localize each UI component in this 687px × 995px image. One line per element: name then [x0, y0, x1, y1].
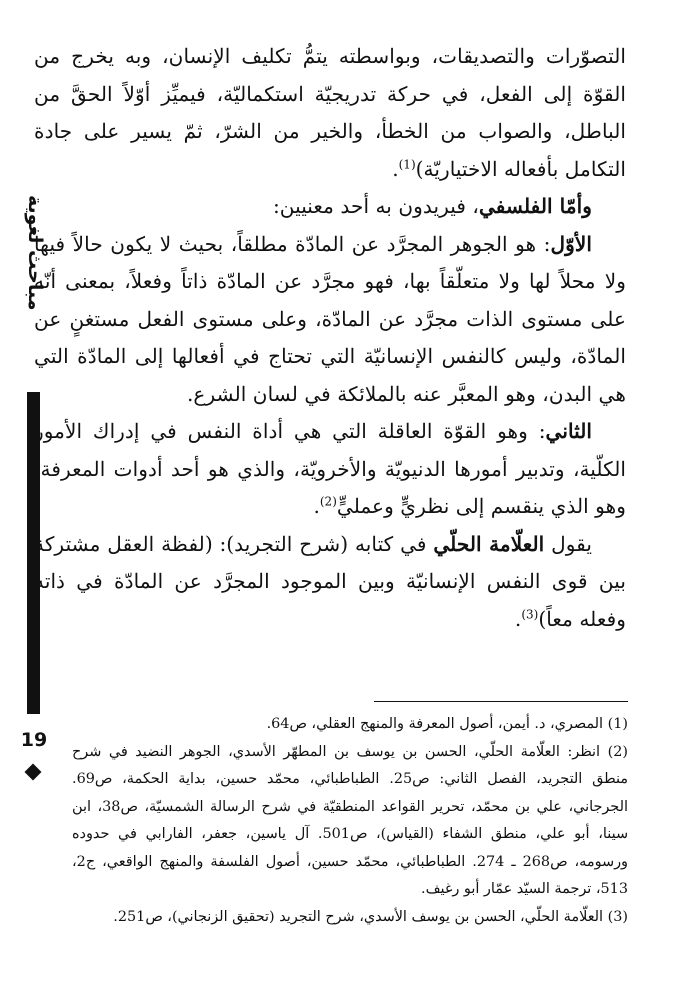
- footnote-ref-2[interactable]: (2): [319, 494, 337, 509]
- footnote-3: (3) العلّامة الحلّي، الحسن بن يوسف الأسدي، شرح التجريد (تحقيق الزنجاني)، ص251.: [113, 908, 628, 925]
- footnote-2: (2) انظر: العلّامة الحلّي، الحسن بن يوسف بن المطهّر الأسدي، الجوهر النضيد في شرح منطق التجريد، الفصل الثاني: ص25. الطباطبائي، محمّد حسين، بداية الحكمة، ص69. الجرجاني، علي بن محمّد، تحرير القواعد المنطقيّة في شرح الرسالة الشمسيّة، ص38، ابن سينا، أبو علي، منطق الشفاء (القياس)، ص501. آل ياسين، جعفر، الفارابي في حدوده ورسومه، ص268 ـ 274. الطباطبائي، محمّد حسين، أصول الفلسفة والمنهج الواقعي، ج2، 513، ترجمة السيّد عمّار أبو رغيف.: [72, 743, 628, 897]
- footnote-ref-3[interactable]: (3): [521, 606, 539, 621]
- paragraph-2: وأمّا الفلسفي، فيريدون به أحد معنيين:: [272, 194, 592, 218]
- paragraph-4: الثاني: وهو القوّة العاقلة التي هي أداة النفس في إدراك الأمور الكلّية، وتدبير أمورها الدنيويّة والأخرويّة، والذي هو أحد أدوات المعرفة، وهو الذي ينقسم إلى نظريٍّ وعمليٍّ$^{(2)}$.: [34, 419, 626, 518]
- page-number: 19: [20, 729, 48, 751]
- running-header-title: مباحث لغوية: [24, 195, 46, 311]
- footnotes: [72, 711, 628, 931]
- paragraph-3: الأوّل: هو الجوهر المجرَّد عن المادّة مطلقاً، بحيث لا يكون حالاً فيها ولا محلاً لها ولا متعلّقاً بها، فهو مجرَّد عن المادّة ذاتاً وفعلاً، بمعنى أنّه على مستوى الذات مجرَّد عن المادّة، وعلى مستوى الفعل مستغنٍ عن المادّة، وليس كالنفس الإنسانيّة التي تحتاج في أفعالها إلى المادّة التي هي البدن، وهو المعبَّر عنه بالملائكة في لسان الشرع.: [34, 231, 626, 406]
- paragraph-5: يقول العلّامة الحلّي في كتابه (شرح التجريد): (لفظة العقل مشتركة بين قوى النفس الإنسانيّة وبين الموجود المجرَّد عن المادّة في ذاته وفعله معاً)$^{(3)}$.: [34, 531, 626, 631]
- diamond-ornament-icon: [25, 764, 42, 781]
- footnote-divider: [374, 701, 628, 702]
- main-text: [34, 38, 626, 638]
- paragraph-1: التصوّرات والتصديقات، وبواسطته يتمُّ تكليف الإنسان، وبه يخرج من القوّة إلى الفعل، في حركة تدريجيّة استكماليّة، فيميِّز أوّلاً الحقَّ من الباطل، والصواب من الخطأ، والخير من الشرّ، ثمّ يسير على جادة التكامل بأفعاله الاختياريّة)$^{(1)}$.: [34, 44, 626, 181]
- footnote-1: (1) المصري، د. أيمن، أصول المعرفة والمنهج العقلي، ص64.: [266, 716, 628, 732]
- footnote-ref-1[interactable]: (1): [398, 156, 416, 171]
